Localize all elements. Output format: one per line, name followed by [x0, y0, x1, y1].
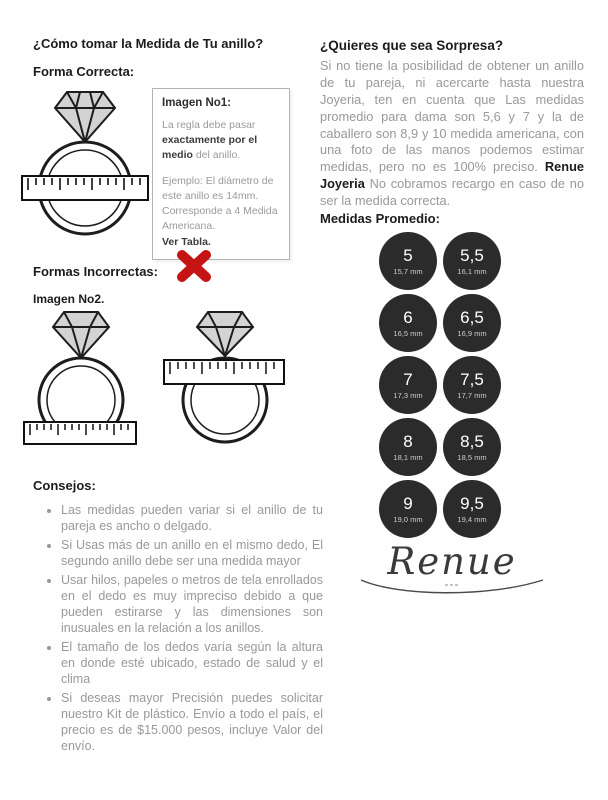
ring-size-badge — [443, 232, 501, 290]
surprise-paragraph — [320, 58, 584, 210]
ring-correct-illustration — [20, 84, 150, 250]
ring-size-mm: 16,5 mm — [393, 328, 423, 338]
ring-with-ruler-bottom-icon — [22, 306, 140, 456]
ring-size-mm: 19,4 mm — [457, 514, 487, 524]
see-table-label: Ver Tabla. — [162, 235, 211, 248]
correct-form-heading: Forma Correcta: — [33, 64, 135, 79]
ring-size-value: 6,5 — [460, 307, 484, 327]
tip-item: • Si deseas mayor Precisión puedes solicitar nuestro Kit de plástico. Envío a todo el país, el precio es de $15.000 pesos, incluye Valor del envío. — [61, 690, 323, 754]
ring-size-mm: 16,1 mm — [457, 266, 487, 276]
tip-item: • Las medidas pueden variar si el anillo de tu pareja es ancho o delgado. — [61, 502, 323, 534]
average-sizes-heading: Medidas Promedio: — [320, 211, 440, 226]
page-title: ¿Cómo tomar la Medida de Tu anillo? — [33, 36, 264, 51]
ring-size-mm: 17,3 mm — [393, 390, 423, 400]
ring-size-value: 5,5 — [460, 245, 484, 265]
image1-box-title: Imagen No1: — [162, 97, 232, 109]
ring-size-badge — [443, 356, 501, 414]
ring-size-badge — [379, 356, 437, 414]
surprise-heading: ¿Quieres que sea Sorpresa? — [320, 38, 504, 53]
tips-list — [33, 496, 323, 757]
surprise-text-end: No cobramos recargo en caso de no ser la medida correcta. — [320, 176, 584, 209]
image1-box-rule-text — [162, 118, 280, 164]
ring-size-value: 6 — [403, 307, 413, 327]
ring-with-ruler-middle-icon — [20, 84, 150, 250]
brand-logo-text: Renue — [387, 540, 517, 583]
ring-size-value: 8 — [403, 431, 413, 451]
brand-logo — [320, 540, 584, 598]
rule-text-start: La regla debe pasar — [162, 119, 256, 131]
ring-size-badge — [379, 418, 437, 476]
ring-with-ruler-top-icon — [162, 306, 288, 456]
tip-item: • Si Usas más de un anillo en el mismo dedo, El segundo anillo debe ser una medida mayor — [61, 537, 323, 569]
tip-item: • El tamaño de los dedos varía según la altura en donde esté ubicado, estado de salud y el clima — [61, 639, 323, 687]
ring-size-badge — [379, 294, 437, 352]
ring-size-mm: 16,9 mm — [457, 328, 487, 338]
ring-size-badge — [379, 480, 437, 538]
ring-size-badge — [443, 294, 501, 352]
image2-label: Imagen No2. — [33, 292, 105, 306]
ring-size-mm: 17,7 mm — [457, 390, 487, 400]
red-x-icon — [176, 250, 212, 282]
image1-box-example-text — [162, 174, 280, 250]
ring-size-value: 9 — [403, 493, 413, 513]
rule-text-end: del anillo. — [192, 149, 241, 162]
ring-size-value: 8,5 — [460, 431, 484, 451]
image1-info-box — [152, 88, 290, 260]
ring-size-badge — [443, 418, 501, 476]
ring-size-value: 7,5 — [460, 369, 484, 389]
tips-heading: Consejos: — [33, 478, 96, 493]
brand-name-inline: Renue Joyeria — [320, 159, 584, 192]
ring-size-badge — [379, 232, 437, 290]
ring-size-mm: 15,7 mm — [393, 266, 423, 276]
example-text: Ejemplo: El diámetro de este anillo es 14mm. Corresponde a 4 Medida Americana. — [162, 174, 278, 233]
ring-size-value: 5 — [403, 245, 413, 265]
ring-size-badge — [443, 480, 501, 538]
ring-sizes-grid — [379, 232, 501, 538]
incorrect-illustrations — [22, 306, 302, 456]
incorrect-forms-heading: Formas Incorrectas: — [33, 264, 158, 279]
tip-item: • Usar hilos, papeles o metros de tela enrollados en el dedo es muy impreciso debido a que pueden estirarse y las dimensiones son inusuales en la relación a los anillos. — [61, 572, 323, 636]
ring-size-value: 9,5 — [460, 493, 484, 513]
surprise-text-start: Si no tiene la posibilidad de obtener un anillo de tu pareja, ni acercarte hasta nuestra Joyeria, ten en cuenta que Las medidas promedio para dama son 5,6 y 7 y la de caballero son 8,9 y 10 medida americana, con una foto de las manos podemos estimar medidas, pero no es 100% preciso. — [320, 58, 584, 175]
ring-size-mm: 18,1 mm — [393, 452, 423, 462]
ring-size-mm: 18,5 mm — [457, 452, 487, 462]
ring-size-mm: 19,0 mm — [393, 514, 423, 524]
ring-size-value: 7 — [403, 369, 413, 389]
rule-text-bold: exactamente por el medio — [162, 134, 258, 162]
